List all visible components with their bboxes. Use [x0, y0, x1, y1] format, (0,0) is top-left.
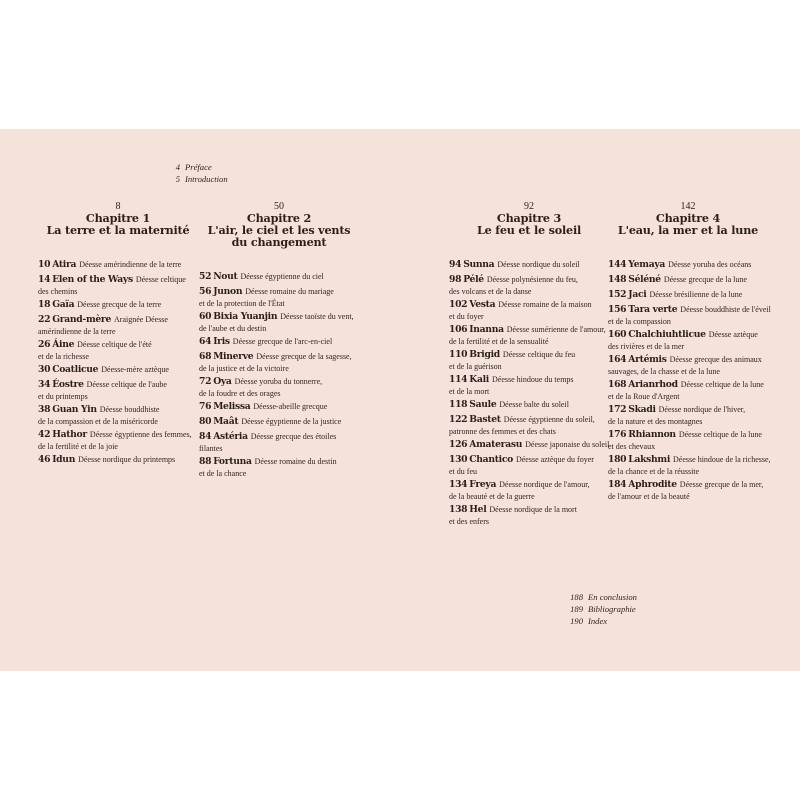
goddess-name: Skadi	[628, 404, 656, 415]
entry-page-number: 134	[449, 479, 468, 490]
front-matter-title: Introduction	[185, 174, 228, 184]
toc-entry	[608, 454, 771, 477]
goddess-description: Déesse égyptienne des femmes,	[89, 430, 192, 439]
goddess-name: Yemaya	[628, 259, 666, 270]
goddess-description: amérindienne de la terre	[38, 326, 116, 336]
goddess-name: Amaterasu	[469, 439, 523, 450]
toc-entry	[449, 374, 574, 397]
entry-page-number: 176	[608, 429, 627, 440]
toc-entry	[199, 416, 341, 428]
chapter-heading	[608, 201, 768, 236]
front-matter-page: 5	[175, 174, 180, 184]
goddess-description: Déesse grecque des animaux	[669, 355, 762, 364]
back-matter-item	[555, 615, 655, 627]
toc-entry	[199, 271, 324, 283]
goddess-description: de la beauté et de la guerre	[449, 491, 535, 501]
goddess-description: Déesse polynésienne du feu,	[486, 275, 578, 284]
goddess-description: Déesse celtique	[135, 275, 186, 284]
toc-entry	[38, 364, 169, 376]
toc-entry	[199, 376, 322, 399]
entry-page-number: 148	[608, 274, 627, 285]
entry-page-number: 110	[449, 349, 468, 360]
goddess-name: Inanna	[469, 324, 504, 335]
goddess-name: Nout	[213, 271, 238, 282]
toc-entry	[449, 299, 592, 322]
goddess-name: Áine	[52, 339, 75, 350]
toc-entry	[38, 259, 181, 271]
chapter-2-column	[199, 201, 359, 478]
toc-entry	[449, 479, 590, 502]
chapter-title-line: Le feu et le soleil	[476, 223, 582, 237]
toc-entry	[38, 274, 186, 297]
goddess-description: Araignée Déesse	[114, 315, 168, 324]
back-matter-title: Bibliographie	[588, 604, 636, 614]
goddess-description: et du feu	[449, 466, 477, 476]
entry-page-number: 130	[449, 454, 468, 465]
goddess-description: Déesse aztèque du foyer	[515, 455, 594, 464]
goddess-description: Déesse grecque de la lune	[663, 275, 747, 284]
goddess-name: Astéria	[213, 431, 248, 442]
goddess-description: filantes	[199, 443, 223, 453]
goddess-description: Déesse romaine de la maison	[498, 300, 592, 309]
entry-page-number: 88	[199, 456, 212, 467]
entry-page-number: 152	[608, 289, 627, 300]
entry-page-number: 80	[199, 416, 212, 427]
chapter-title-line: L'eau, la mer et la lune	[617, 223, 759, 237]
goddess-description: de l'aube et du destin	[199, 323, 267, 333]
goddess-name: Bastet	[469, 414, 501, 425]
goddess-description: Déesse grecque de la sagesse,	[256, 352, 352, 361]
goddess-description: Déesse taoïste du vent,	[280, 312, 354, 321]
toc-entry	[449, 274, 578, 297]
goddess-name: Séléné	[628, 274, 661, 285]
goddess-description: Déesse égyptienne de la justice	[241, 417, 342, 426]
goddess-description: Déesse celtique de la lune	[680, 380, 764, 389]
goddess-name: Coatlicue	[52, 364, 99, 375]
goddess-description: Déesse égyptienne du ciel	[240, 272, 324, 281]
goddess-description: de la chance et de la réussite	[608, 466, 700, 476]
goddess-description: Déesse japonaise du soleil	[525, 440, 610, 449]
goddess-name: Junon	[213, 286, 243, 297]
chapter-label: Chapitre 1	[85, 211, 151, 225]
goddess-name: Hel	[469, 504, 487, 515]
entry-page-number: 138	[449, 504, 468, 515]
goddess-name: Elen of the Ways	[52, 274, 133, 285]
toc-entry	[608, 259, 751, 271]
goddess-description: Déesse grecque des étoiles	[250, 432, 337, 441]
chapter-3-column	[449, 201, 610, 526]
goddess-description: Déesse amérindienne de la terre	[79, 260, 182, 269]
goddess-name: Sunna	[463, 259, 495, 270]
goddess-name: Éostre	[52, 379, 84, 390]
goddess-name: Maât	[213, 416, 239, 427]
goddess-name: Brigid	[469, 349, 500, 360]
goddess-name: Iris	[213, 336, 230, 347]
goddess-description: de l'amour et de la beauté	[608, 491, 690, 501]
entry-page-number: 68	[199, 351, 212, 362]
goddess-name: Saule	[469, 399, 497, 410]
entry-page-number: 56	[199, 286, 212, 297]
toc-entry	[449, 439, 609, 451]
goddess-name: Lakshmi	[628, 454, 671, 465]
front-matter-list	[158, 161, 228, 185]
toc-entry	[608, 429, 762, 452]
goddess-description: et des enfers	[449, 516, 489, 526]
goddess-name: Grand-mère	[52, 314, 111, 325]
goddess-name: Hathor	[52, 429, 87, 440]
goddess-name: Melissa	[213, 401, 251, 412]
toc-entry	[608, 354, 762, 377]
goddess-description: Déesse égyptienne du soleil,	[503, 415, 595, 424]
goddess-name: Rhiannon	[628, 429, 676, 440]
toc-entry	[449, 504, 577, 527]
entry-page-number: 76	[199, 401, 212, 412]
toc-entry	[199, 286, 334, 309]
goddess-description: de la compassion et de la miséricorde	[38, 416, 158, 426]
back-matter-list	[555, 591, 655, 627]
chapter-heading	[38, 201, 198, 236]
goddess-name: Pélé	[463, 274, 484, 285]
goddess-description: et de la compassion	[608, 316, 671, 326]
goddess-description: patronne des femmes et des chats	[449, 426, 556, 436]
entry-page-number: 52	[199, 271, 212, 282]
goddess-name: Atira	[52, 259, 77, 270]
front-matter-page: 4	[175, 162, 180, 172]
back-matter-item	[555, 603, 655, 615]
toc-entry	[608, 289, 742, 301]
goddess-description: Déesse celtique de la lune	[678, 430, 762, 439]
goddess-name: Gaïa	[52, 299, 75, 310]
entry-page-number: 184	[608, 479, 627, 490]
toc-entry	[38, 314, 168, 337]
chapter-label: Chapitre 3	[496, 211, 562, 225]
chapter-4-column	[608, 201, 771, 501]
goddess-description: Déesse aztèque	[708, 330, 758, 339]
front-matter-title: Préface	[185, 162, 212, 172]
entry-page-number: 26	[38, 339, 51, 350]
toc-entry	[608, 404, 745, 427]
toc-entry	[38, 299, 161, 311]
goddess-name: Guan Yin	[52, 404, 97, 415]
goddess-description: des rivières et de la mer	[608, 341, 685, 351]
goddess-description: Déesse nordique de l'hiver,	[658, 405, 746, 414]
chapter-page-number: 142	[680, 201, 696, 212]
entry-page-number: 72	[199, 376, 212, 387]
chapter-label: Chapitre 4	[655, 211, 721, 225]
goddess-description: et de la protection de l'État	[199, 298, 285, 308]
entry-page-number: 180	[608, 454, 627, 465]
entry-page-number: 14	[38, 274, 51, 285]
goddess-description: et du foyer	[449, 311, 484, 321]
toc-entry	[199, 431, 336, 454]
front-matter-item	[158, 161, 228, 173]
toc-entry	[449, 349, 575, 372]
entry-page-number: 18	[38, 299, 51, 310]
front-matter-item	[158, 173, 228, 185]
chapter-title-line: La terre et la maternité	[46, 223, 190, 237]
goddess-description: Déesse brésilienne de la lune	[649, 290, 743, 299]
goddess-description: Déesse-mère aztèque	[101, 365, 169, 374]
back-matter-page: 190	[570, 616, 583, 626]
entry-page-number: 126	[449, 439, 468, 450]
goddess-name: Chantico	[469, 454, 513, 465]
toc-entry	[608, 379, 764, 402]
goddess-name: Arianrhod	[628, 379, 678, 390]
goddess-description: Déesse-abeille grecque	[253, 402, 328, 411]
back-matter-item	[555, 591, 655, 603]
chapter-1-column	[38, 201, 198, 465]
goddess-description: Déesse balte du soleil	[499, 400, 569, 409]
goddess-name: Fortuna	[213, 456, 252, 467]
toc-entry	[199, 456, 337, 479]
chapter-page-number: 92	[524, 201, 534, 212]
goddess-description: de la fertilité et de la joie	[38, 441, 118, 451]
goddess-description: et de la guérison	[449, 361, 502, 371]
chapter-title-line: du changement	[231, 235, 327, 249]
chapter-page-number: 50	[274, 201, 284, 212]
goddess-description: de la justice et de la victoire	[199, 363, 289, 373]
goddess-name: Tara verte	[628, 304, 678, 315]
goddess-name: Chalchiuhtlicue	[628, 329, 706, 340]
goddess-description: et de la richesse	[38, 351, 89, 361]
toc-entry	[38, 429, 192, 452]
toc-entry	[449, 399, 569, 411]
entry-page-number: 106	[449, 324, 468, 335]
goddess-description: des volcans et de la danse	[449, 286, 532, 296]
entry-page-number: 84	[199, 431, 212, 442]
entry-page-number: 168	[608, 379, 627, 390]
entry-page-number: 42	[38, 429, 51, 440]
toc-entry	[449, 259, 580, 271]
goddess-description: sauvages, de la chasse et de la lune	[608, 366, 720, 376]
entry-page-number: 114	[449, 374, 468, 385]
goddess-description: Déesse nordique du soleil	[497, 260, 580, 269]
goddess-description: et du printemps	[38, 391, 88, 401]
goddess-name: Freya	[469, 479, 497, 490]
toc-entry	[608, 274, 747, 286]
chapter-title-line: L'air, le ciel et les vents	[207, 223, 351, 237]
goddess-description: des chemins	[38, 286, 78, 296]
goddess-description: Déesse grecque de la terre	[77, 300, 162, 309]
toc-entry	[38, 454, 175, 466]
back-matter-page: 188	[570, 592, 583, 602]
goddess-description: Déesse nordique de l'amour,	[499, 480, 590, 489]
toc-entry	[38, 379, 167, 402]
entry-page-number: 10	[38, 259, 51, 270]
back-matter-title: En conclusion	[588, 592, 637, 602]
goddess-name: Idun	[52, 454, 76, 465]
entry-page-number: 94	[449, 259, 462, 270]
goddess-description: Déesse hindoue de la richesse,	[673, 455, 771, 464]
chapter-page-number: 8	[115, 201, 121, 212]
toc-entry	[608, 304, 771, 327]
chapter-heading	[449, 201, 609, 236]
goddess-description: Déesse celtique du feu	[502, 350, 576, 359]
toc-entry	[199, 336, 332, 348]
goddess-name: Jaci	[628, 289, 647, 300]
toc-entry	[38, 404, 159, 427]
goddess-description: de la foudre et des orages	[199, 388, 281, 398]
toc-entry	[199, 401, 327, 413]
entry-page-number: 22	[38, 314, 51, 325]
goddess-description: Déesse celtique de l'été	[77, 340, 152, 349]
goddess-description: et de la Roue d'Argent	[608, 391, 680, 401]
goddess-description: Déesse romaine du mariage	[245, 287, 334, 296]
goddess-description: Déesse nordique de la mort	[489, 505, 577, 514]
goddess-description: Déesse bouddhiste	[99, 405, 160, 414]
goddess-description: Déesse romaine du destin	[254, 457, 337, 466]
goddess-description: et des chevaux	[608, 441, 656, 451]
entry-page-number: 118	[449, 399, 468, 410]
toc-entry	[449, 324, 606, 347]
entry-page-number: 98	[449, 274, 462, 285]
goddess-description: et de la mort	[449, 386, 490, 396]
toc-entry	[608, 329, 758, 352]
goddess-description: et de la chance	[199, 468, 247, 478]
table-of-contents-spread	[0, 129, 800, 671]
goddess-name: Bixia Yuanjin	[213, 311, 278, 322]
entry-page-number: 30	[38, 364, 51, 375]
back-matter-page: 189	[570, 604, 583, 614]
toc-entry	[199, 311, 354, 334]
entry-page-number: 172	[608, 404, 627, 415]
goddess-description: de la fertilité et de la sensualité	[449, 336, 549, 346]
goddess-name: Minerve	[213, 351, 254, 362]
entry-page-number: 156	[608, 304, 627, 315]
goddess-description: Déesse yoruba des océans	[668, 260, 752, 269]
goddess-description: Déesse sumérienne de l'amour,	[506, 325, 606, 334]
entry-page-number: 38	[38, 404, 51, 415]
chapter-heading	[199, 201, 359, 248]
entry-page-number: 46	[38, 454, 51, 465]
goddess-name: Aphrodite	[628, 479, 677, 490]
toc-entry	[449, 454, 594, 477]
entry-page-number: 64	[199, 336, 212, 347]
goddess-name: Oya	[213, 376, 232, 387]
entry-page-number: 60	[199, 311, 212, 322]
goddess-description: Déesse grecque de la mer,	[679, 480, 764, 489]
toc-entry	[449, 414, 595, 437]
goddess-description: Déesse hindoue du temps	[492, 375, 574, 384]
toc-entry	[199, 351, 352, 374]
goddess-description: Déesse grecque de l'arc-en-ciel	[232, 337, 333, 346]
entry-page-number: 102	[449, 299, 468, 310]
entry-page-number: 144	[608, 259, 627, 270]
entry-page-number: 34	[38, 379, 51, 390]
goddess-description: Déesse bouddhiste de l'éveil	[680, 305, 771, 314]
toc-entry	[608, 479, 763, 502]
goddess-description: Déesse nordique du printemps	[78, 455, 176, 464]
goddess-description: Déesse yoruba du tonnerre,	[234, 377, 323, 386]
toc-entry	[38, 339, 152, 362]
chapter-label: Chapitre 2	[246, 211, 312, 225]
goddess-name: Vesta	[469, 299, 496, 310]
entry-page-number: 164	[608, 354, 627, 365]
goddess-description: Déesse celtique de l'aube	[86, 380, 167, 389]
back-matter-title: Index	[588, 616, 608, 626]
entry-page-number: 122	[449, 414, 468, 425]
goddess-description: de la nature et des montagnes	[608, 416, 703, 426]
goddess-name: Kali	[469, 374, 489, 385]
goddess-name: Artémis	[628, 354, 667, 365]
entry-page-number: 160	[608, 329, 627, 340]
